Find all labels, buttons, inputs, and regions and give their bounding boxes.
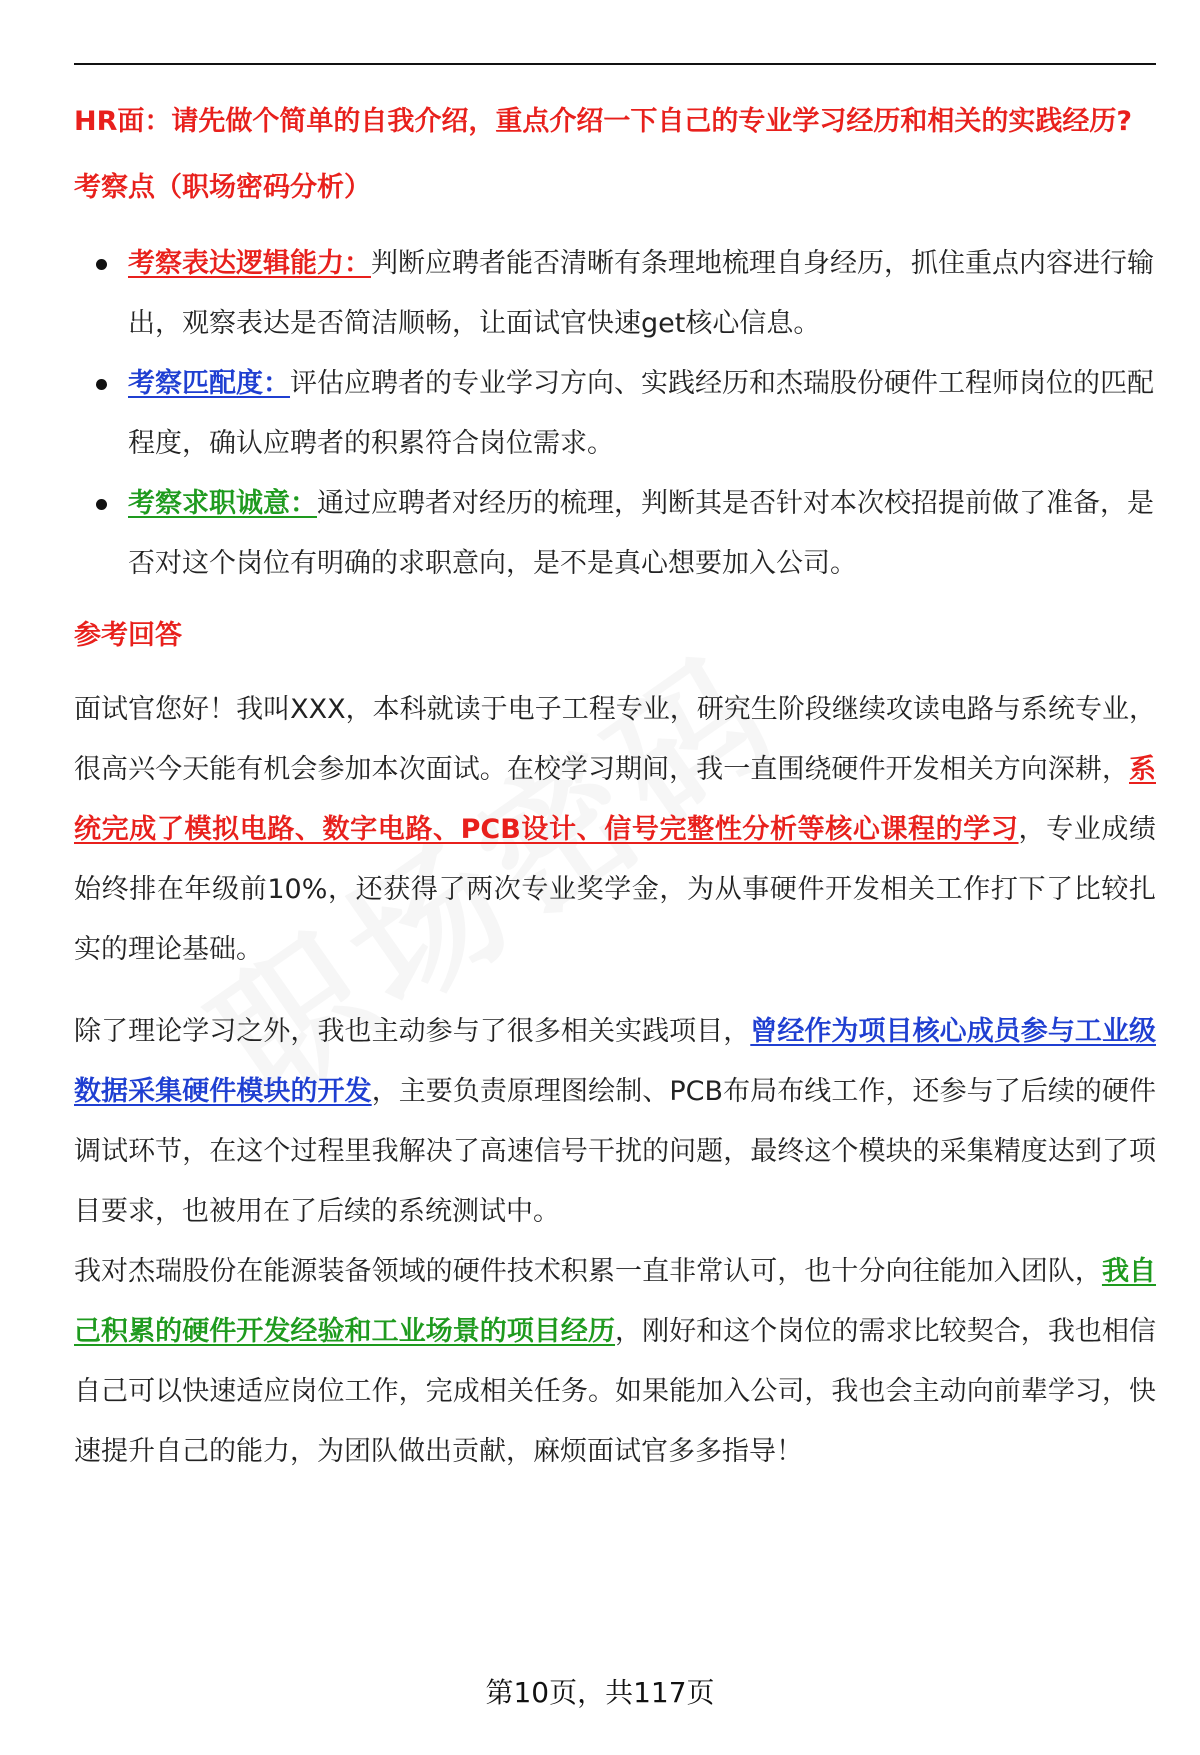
bullet-icon — [96, 499, 107, 510]
paragraph-highlight: 系统完成了模拟电路、数字电路、PCB设计、信号完整性分析等核心课程的学习 — [74, 754, 1156, 845]
point-keyword: 考察匹配度： — [128, 368, 290, 399]
answer-title: 参考回答 — [74, 620, 182, 651]
paragraph-text: 除了理论学习之外，我也主动参与了很多相关实践项目， — [74, 1016, 751, 1047]
analysis-point-match — [74, 354, 1156, 474]
paragraph-text: ，刚好和这个岗位的需求比较契合，我也相信自己可以快速适应岗位工作，完成相关任务。如果能加入公司，我也会主动向前辈学习，快速提升自己的能力，为团队做出贡献，麻烦面试官多多指导！ — [74, 1316, 1157, 1467]
paragraph-highlight: 曾经作为项目核心成员参与工业级数据采集硬件模块的开发 — [74, 1016, 1156, 1107]
answer-paragraph-2 — [74, 1002, 1156, 1242]
analysis-point-logic — [74, 234, 1156, 354]
point-keyword: 考察表达逻辑能力： — [128, 248, 371, 279]
analysis-title: 考察点（职场密码分析） — [74, 172, 371, 203]
top-rule — [74, 63, 1156, 65]
page-number: 第10页，共117页 — [485, 1676, 715, 1709]
paragraph-text: 面试官您好！我叫XXX，本科就读于电子工程专业，研究生阶段继续攻读电路与系统专业，很高兴今天能有机会参加本次面试。在校学习期间，我一直围绕硬件开发相关方向深耕， — [74, 694, 1156, 785]
paragraph-text: 我对杰瑞股份在能源装备领域的硬件技术积累一直非常认可，也十分向往能加入团队， — [74, 1256, 1102, 1287]
interview-question: HR面：请先做个简单的自我介绍，重点介绍一下自己的专业学习经历和相关的实践经历? — [74, 106, 1133, 137]
point-text: 判断应聘者能否清晰有条理地梳理自身经历，抓住重点内容进行输出，观察表达是否简洁顺畅，让面试官快速get核心信息。 — [128, 248, 1154, 339]
analysis-points — [74, 234, 1156, 594]
answer-paragraph-3 — [74, 1242, 1156, 1482]
page-content — [74, 100, 1156, 1482]
point-text: 通过应聘者对经历的梳理，判断其是否针对本次校招提前做了准备，是否对这个岗位有明确的求职意向，是不是真心想要加入公司。 — [128, 488, 1154, 579]
paragraph-highlight: 我自己积累的硬件开发经验和工业场景的项目经历 — [74, 1256, 1157, 1347]
paragraph-text: ，专业成绩始终排在年级前10%，还获得了两次专业奖学金，为从事硬件开发相关工作打下了比较扎实的理论基础。 — [74, 814, 1156, 965]
answer-paragraph-1 — [74, 680, 1156, 980]
bullet-icon — [96, 259, 107, 270]
point-text: 评估应聘者的专业学习方向、实践经历和杰瑞股份硬件工程师岗位的匹配程度，确认应聘者的积累符合岗位需求。 — [128, 368, 1154, 459]
analysis-point-sincerity — [74, 474, 1156, 594]
point-keyword: 考察求职诚意： — [128, 488, 317, 519]
paragraph-text: ，主要负责原理图绘制、PCB布局布线工作，还参与了后续的硬件调试环节，在这个过程里我解决了高速信号干扰的问题，最终这个模块的采集精度达到了项目要求，也被用在了后续的系统测试中。 — [74, 1076, 1157, 1227]
bullet-icon — [96, 379, 107, 390]
